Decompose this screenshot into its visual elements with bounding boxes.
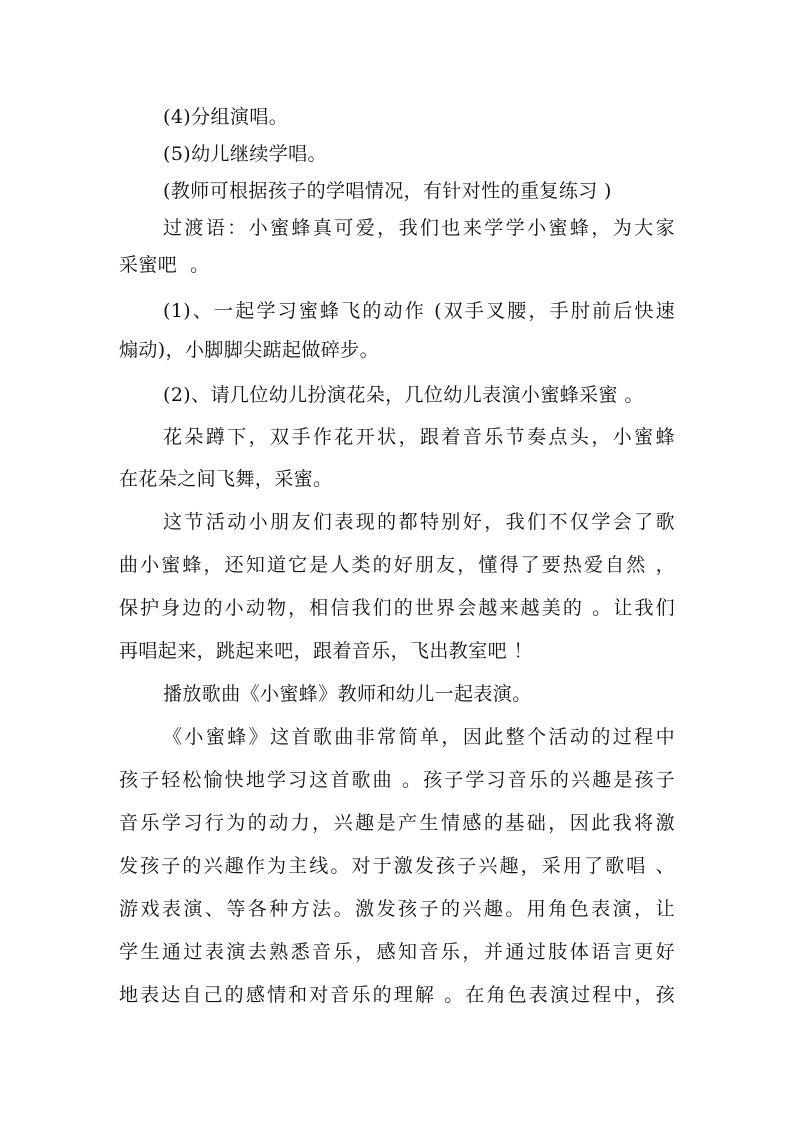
play-song-line: 播放歌曲《小蜜蜂》教师和幼儿一起表演。 <box>163 683 532 705</box>
reflection-line-6: 学生通过表演去熟悉音乐，感知音乐，并通过肢体语言更好 <box>119 941 675 963</box>
summary-line-1: 这节活动小朋友们表现的都特别好，我们不仅学会了歌 <box>163 511 675 533</box>
teacher-note-line: (教师可根据孩子的学唱情况，有针对性的重复练习 ) <box>163 180 612 202</box>
bee-action-line-2: 煽动)，小脚脚尖踮起做碎步。 <box>119 339 380 361</box>
bee-action-line-1: (1)、一起学习蜜蜂飞的动作 (双手叉腰，手肘前后快速 <box>163 300 675 322</box>
role-play-line: (2)、请几位幼儿扮演花朵，几位幼儿表演小蜜蜂采蜜 。 <box>163 384 644 406</box>
flower-line-2: 在花朵之间飞舞，采蜜。 <box>119 468 333 490</box>
step-4-line: (4)分组演唱。 <box>163 106 289 128</box>
reflection-line-7: 地表达自己的感情和对音乐的理解 。在角色表演过程中，孩 <box>119 984 675 1006</box>
transition-line-1: 过渡语：小蜜蜂真可爱，我们也来学学小蜜蜂，为大家 <box>163 217 675 239</box>
step-5-line: (5)幼儿继续学唱。 <box>163 143 327 165</box>
summary-line-4: 再唱起来，跳起来吧，跟着音乐，飞出教室吧 ！ <box>119 640 533 662</box>
reflection-line-4: 发孩子的兴趣作为主线。对于激发孩子兴趣，采用了歌唱 、 <box>119 855 675 877</box>
transition-line-2: 采蜜吧 。 <box>119 254 210 276</box>
reflection-line-3: 音乐学习行为的动力，兴趣是产生情感的基础，因此我将激 <box>119 812 675 834</box>
reflection-line-5: 游戏表演、等各种方法。激发孩子的兴趣。用角色表演，让 <box>119 898 675 920</box>
summary-line-2: 曲小蜜蜂，还知道它是人类的好朋友，懂得了要热爱自然 ， <box>119 554 675 576</box>
reflection-line-2: 孩子轻松愉快地学习这首歌曲 。孩子学习音乐的兴趣是孩子 <box>119 769 675 791</box>
summary-line-3: 保护身边的小动物，相信我们的世界会越来越美的 。让我们 <box>119 597 675 619</box>
flower-line-1: 花朵蹲下，双手作花开状，跟着音乐节奏点头，小蜜蜂 <box>163 426 675 448</box>
reflection-line-1: 《小蜜蜂》这首歌曲非常简单，因此整个活动的过程中 <box>163 726 675 748</box>
